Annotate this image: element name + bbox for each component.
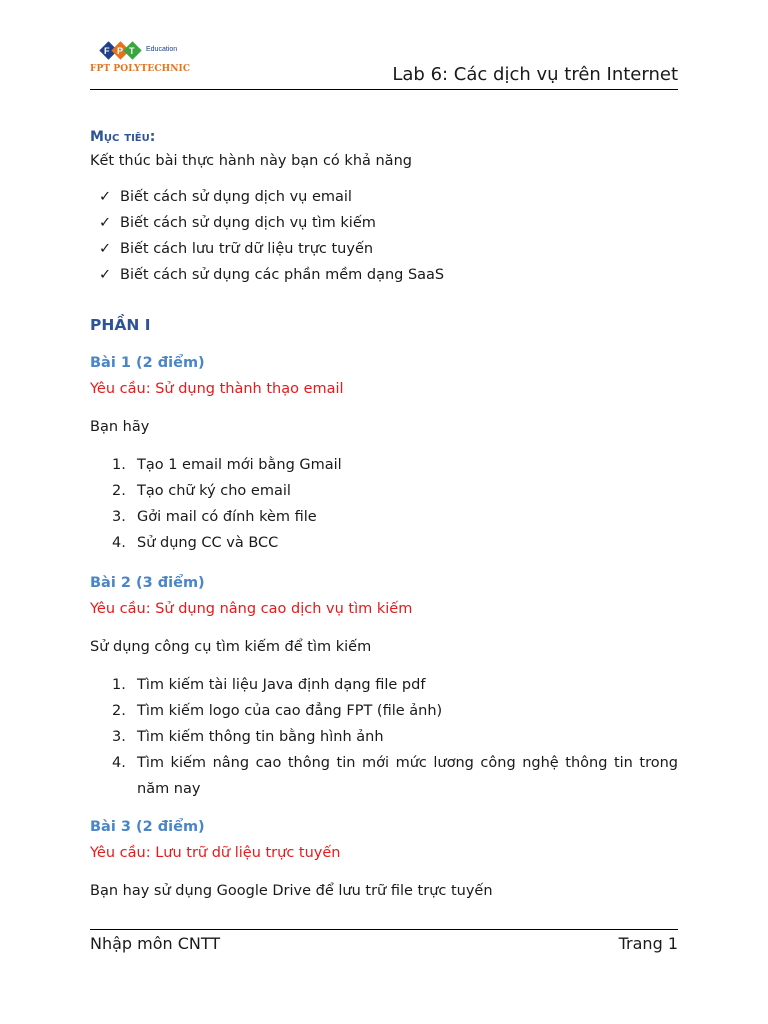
list-item bbox=[90, 530, 678, 556]
checkmark-icon: ✓ bbox=[99, 215, 112, 231]
svg-text:P: P bbox=[117, 46, 124, 56]
header-divider bbox=[90, 89, 678, 90]
objectives-list bbox=[90, 184, 678, 288]
checkmark-icon: ✓ bbox=[99, 189, 112, 205]
footer-page-number: Trang 1 bbox=[618, 934, 678, 953]
objective-item bbox=[90, 236, 678, 262]
exercise-3-requirement: Yêu cầu: Lưu trữ dữ liệu trực tuyến bbox=[90, 845, 341, 861]
list-text: Tìm kiếm tài liệu Java định dạng file pdf bbox=[137, 677, 426, 693]
objective-item bbox=[90, 210, 678, 236]
objective-item bbox=[90, 184, 678, 210]
list-number: 1. bbox=[112, 677, 126, 693]
list-text: Tìm kiếm logo của cao đẳng FPT (file ảnh) bbox=[137, 703, 443, 719]
exercise-2-requirement: Yêu cầu: Sử dụng nâng cao dịch vụ tìm kiếm bbox=[90, 601, 413, 617]
objectives-intro: Kết thúc bài thực hành này bạn có khả năng bbox=[90, 153, 412, 169]
objective-text: Biết cách lưu trữ dữ liệu trực tuyến bbox=[120, 241, 374, 257]
list-number: 3. bbox=[112, 729, 126, 745]
exercise-2-intro: Sử dụng công cụ tìm kiếm để tìm kiếm bbox=[90, 639, 372, 655]
checkmark-icon: ✓ bbox=[99, 241, 112, 257]
exercise-2-title: Bài 2 (3 điểm) bbox=[90, 575, 205, 591]
objective-item bbox=[90, 262, 678, 288]
list-number: 1. bbox=[112, 457, 126, 473]
objectives-heading: Mục tiêu: bbox=[90, 129, 156, 145]
list-text: Sử dụng CC và BCC bbox=[137, 535, 279, 551]
exercise-1-intro: Bạn hãy bbox=[90, 419, 150, 435]
list-item bbox=[90, 672, 678, 698]
exercise-2-steps bbox=[90, 672, 678, 802]
part-heading: PHẦN I bbox=[90, 316, 151, 334]
svg-text:F: F bbox=[104, 46, 110, 56]
list-item bbox=[90, 452, 678, 478]
list-item bbox=[90, 750, 678, 802]
exercise-3-intro: Bạn hay sử dụng Google Drive để lưu trữ file trực tuyến bbox=[90, 883, 493, 899]
list-item bbox=[90, 504, 678, 530]
header-title: Lab 6: Các dịch vụ trên Internet bbox=[392, 64, 678, 85]
objective-text: Biết cách sử dụng dịch vụ email bbox=[120, 189, 352, 205]
list-number: 2. bbox=[112, 483, 126, 499]
exercise-1-requirement: Yêu cầu: Sử dụng thành thạo email bbox=[90, 381, 344, 397]
list-number: 4. bbox=[112, 755, 126, 771]
list-text: Tạo 1 email mới bằng Gmail bbox=[137, 457, 342, 473]
footer-course: Nhập môn CNTT bbox=[90, 934, 221, 953]
svg-text:T: T bbox=[129, 46, 135, 56]
logo-polytechnic-text: FPT POLYTECHNIC bbox=[90, 64, 191, 74]
objective-text: Biết cách sử dụng các phần mềm dạng SaaS bbox=[120, 267, 445, 283]
exercise-1-title: Bài 1 (2 điểm) bbox=[90, 355, 205, 371]
list-number: 4. bbox=[112, 535, 126, 551]
list-text: Gởi mail có đính kèm file bbox=[137, 509, 317, 525]
checkmark-icon: ✓ bbox=[99, 267, 112, 283]
footer-divider bbox=[90, 929, 678, 930]
list-item bbox=[90, 724, 678, 750]
exercise-3-title: Bài 3 (2 điểm) bbox=[90, 819, 205, 835]
document-body bbox=[90, 124, 678, 904]
fpt-polytechnic-logo bbox=[90, 40, 210, 80]
list-item bbox=[90, 478, 678, 504]
objective-text: Biết cách sử dụng dịch vụ tìm kiếm bbox=[120, 215, 376, 231]
list-item bbox=[90, 698, 678, 724]
list-text: Tạo chữ ký cho email bbox=[137, 483, 291, 499]
list-number: 2. bbox=[112, 703, 126, 719]
list-number: 3. bbox=[112, 509, 126, 525]
list-text: Tìm kiếm thông tin bằng hình ảnh bbox=[137, 729, 384, 745]
list-text: Tìm kiếm nâng cao thông tin mới mức lương công nghệ thông tin trong năm nay bbox=[137, 755, 678, 797]
logo-education-text: Education bbox=[146, 46, 178, 53]
exercise-1-steps bbox=[90, 452, 678, 556]
fpt-logo-icon bbox=[90, 40, 150, 62]
